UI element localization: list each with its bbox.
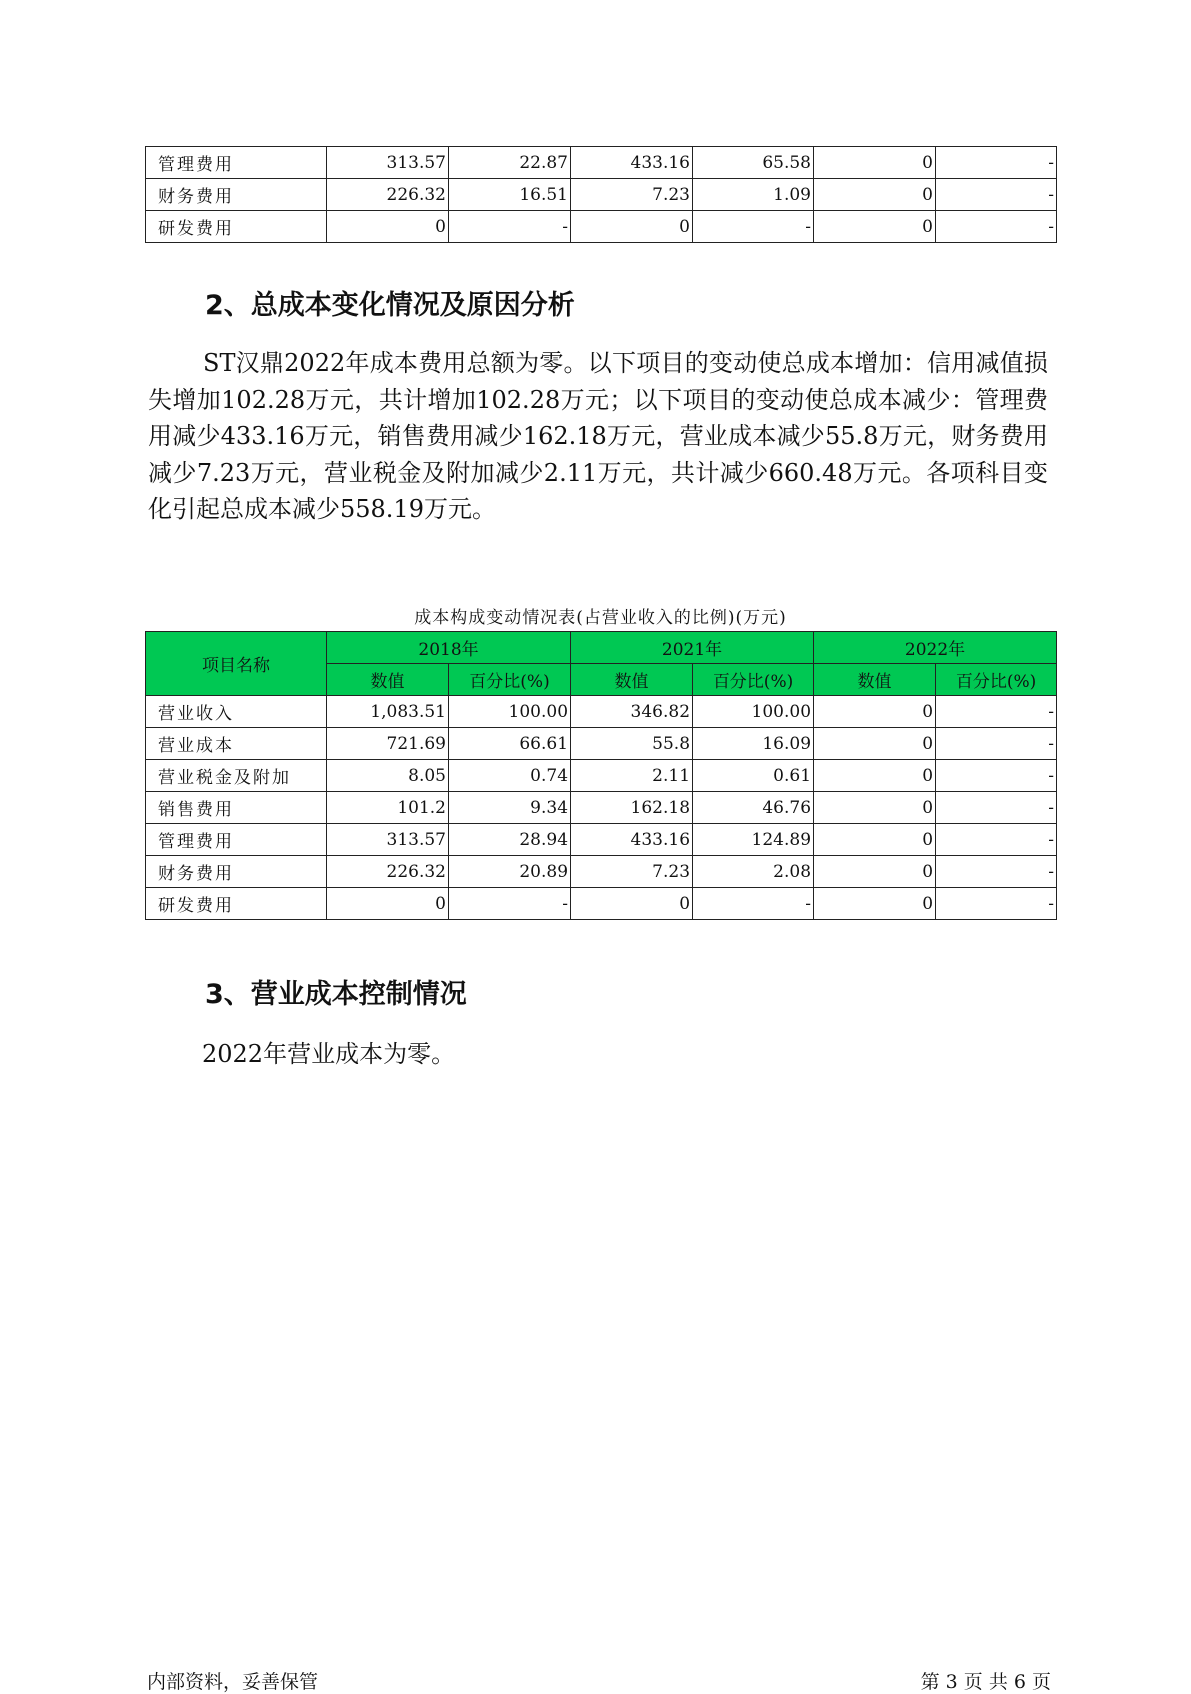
value-2022: 0 [814, 179, 936, 211]
pct-2018: 20.89 [449, 856, 571, 888]
pct-2022: - [936, 211, 1057, 243]
pct-2022: - [936, 760, 1057, 792]
pct-2022: - [936, 856, 1057, 888]
value-2022: 0 [814, 211, 936, 243]
value-2022: 0 [814, 792, 936, 824]
pct-2018: - [449, 888, 571, 920]
header-year-2022: 2022年 [814, 632, 1057, 664]
continued-cost-table [145, 146, 1057, 243]
header-year-2021: 2021年 [571, 632, 814, 664]
pct-2022: - [936, 696, 1057, 728]
table-row [146, 728, 1057, 760]
value-2018: 0 [327, 211, 449, 243]
pct-2021: 0.61 [693, 760, 814, 792]
pct-2022: - [936, 888, 1057, 920]
pct-2018: 66.61 [449, 728, 571, 760]
table-row [146, 147, 1057, 179]
value-2022: 0 [814, 728, 936, 760]
header-row-years [146, 632, 1057, 664]
table-header [146, 632, 1057, 696]
section3-paragraph: 2022年营业成本为零。 [202, 1040, 456, 1068]
header-value: 数值 [571, 664, 693, 696]
table-row [146, 824, 1057, 856]
pct-2021: 46.76 [693, 792, 814, 824]
header-pct: 百分比(%) [936, 664, 1057, 696]
row-name: 管理费用 [146, 824, 327, 856]
value-2022: 0 [814, 824, 936, 856]
value-2021: 2.11 [571, 760, 693, 792]
table-row [146, 792, 1057, 824]
value-2021: 7.23 [571, 179, 693, 211]
header-value: 数值 [814, 664, 936, 696]
value-2021: 433.16 [571, 147, 693, 179]
pct-2018: 0.74 [449, 760, 571, 792]
section2-paragraph: ST汉鼎2022年成本费用总额为零。以下项目的变动使总成本增加：信用减值损失增加102.28万元，共计增加102.28万元；以下项目的变动使总成本减少：管理费用减少433.16万元，销售费用减少162.18万元，营业成本减少55.8万元，财务费用减少7.23万元，营业税金及附加减少2.11万元，共计减少660.48万元。各项科目变化引起总成本减少558.19万元。 [148, 349, 1048, 523]
table-caption: 成本构成变动情况表(占营业收入的比例)(万元) [414, 608, 787, 628]
row-name: 营业收入 [146, 696, 327, 728]
table-row [146, 856, 1057, 888]
cost-structure-table [145, 631, 1057, 920]
row-name: 销售费用 [146, 792, 327, 824]
value-2018: 313.57 [327, 147, 449, 179]
table-row [146, 696, 1057, 728]
section3-heading: 3、营业成本控制情况 [205, 979, 467, 1010]
value-2022: 0 [814, 888, 936, 920]
row-name: 营业成本 [146, 728, 327, 760]
table-row [146, 211, 1057, 243]
value-2022: 0 [814, 696, 936, 728]
value-2022: 0 [814, 147, 936, 179]
pct-2022: - [936, 824, 1057, 856]
footer-confidential-note: 内部资料，妥善保管 [147, 1671, 319, 1693]
value-2021: 162.18 [571, 792, 693, 824]
value-2018: 8.05 [327, 760, 449, 792]
value-2021: 433.16 [571, 824, 693, 856]
pct-2018: 22.87 [449, 147, 571, 179]
row-name: 研发费用 [146, 888, 327, 920]
value-2018: 0 [327, 888, 449, 920]
table-row [146, 179, 1057, 211]
pct-2021: 124.89 [693, 824, 814, 856]
value-2021: 55.8 [571, 728, 693, 760]
value-2021: 7.23 [571, 856, 693, 888]
pct-2018: 28.94 [449, 824, 571, 856]
row-name: 营业税金及附加 [146, 760, 327, 792]
value-2018: 721.69 [327, 728, 449, 760]
value-2021: 0 [571, 888, 693, 920]
footer-page-number: 第 3 页 共 6 页 [920, 1671, 1051, 1693]
pct-2021: 16.09 [693, 728, 814, 760]
row-name: 管理费用 [146, 147, 327, 179]
pct-2021: 1.09 [693, 179, 814, 211]
value-2018: 1,083.51 [327, 696, 449, 728]
row-name: 财务费用 [146, 856, 327, 888]
value-2018: 101.2 [327, 792, 449, 824]
pct-2018: 9.34 [449, 792, 571, 824]
header-year-2018: 2018年 [327, 632, 571, 664]
pct-2021: 100.00 [693, 696, 814, 728]
value-2022: 0 [814, 856, 936, 888]
pct-2022: - [936, 728, 1057, 760]
value-2018: 313.57 [327, 824, 449, 856]
pct-2022: - [936, 792, 1057, 824]
pct-2022: - [936, 147, 1057, 179]
pct-2021: 2.08 [693, 856, 814, 888]
value-2022: 0 [814, 760, 936, 792]
header-pct: 百分比(%) [693, 664, 814, 696]
pct-2021: - [693, 888, 814, 920]
header-value: 数值 [327, 664, 449, 696]
value-2018: 226.32 [327, 856, 449, 888]
table-row [146, 760, 1057, 792]
pct-2018: - [449, 211, 571, 243]
row-name: 研发费用 [146, 211, 327, 243]
table-row [146, 888, 1057, 920]
value-2021: 346.82 [571, 696, 693, 728]
continued-table-body [146, 147, 1057, 243]
cost-table-body [146, 696, 1057, 920]
pct-2018: 16.51 [449, 179, 571, 211]
pct-2021: - [693, 211, 814, 243]
value-2021: 0 [571, 211, 693, 243]
pct-2021: 65.58 [693, 147, 814, 179]
row-name: 财务费用 [146, 179, 327, 211]
value-2018: 226.32 [327, 179, 449, 211]
section2-heading: 2、总成本变化情况及原因分析 [205, 290, 575, 321]
pct-2018: 100.00 [449, 696, 571, 728]
pct-2022: - [936, 179, 1057, 211]
header-pct: 百分比(%) [449, 664, 571, 696]
header-item-name: 项目名称 [146, 632, 327, 696]
